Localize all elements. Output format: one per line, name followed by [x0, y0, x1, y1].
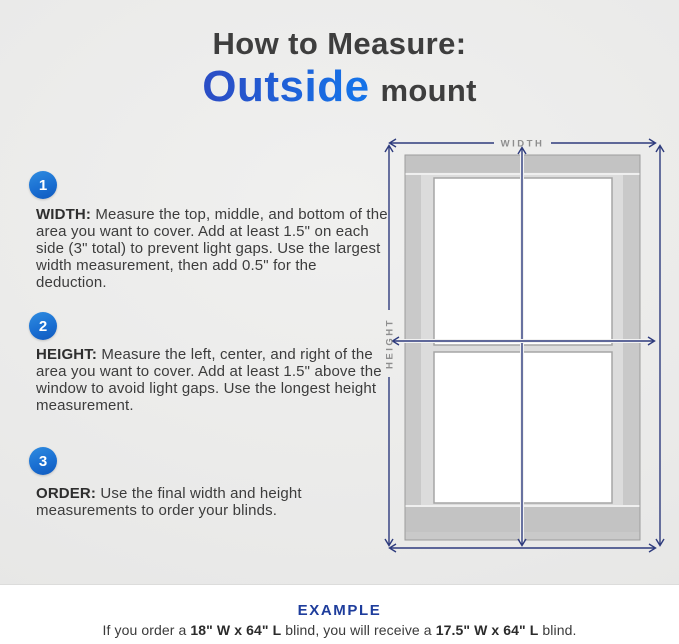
example-dimensions-received: 17.5" W x 64" L [435, 622, 539, 638]
example-dimensions-ordered: 18" W x 64" L [190, 622, 282, 638]
window-diagram [382, 128, 679, 562]
step-2-text [36, 346, 390, 414]
example-post: blind. [538, 622, 577, 638]
width-label: WIDTH [500, 138, 545, 150]
example-pre: If you order a [102, 622, 191, 638]
step-1-number: 1 [38, 176, 48, 194]
step-3-number: 3 [38, 452, 48, 470]
step-3-body: Use the final width and height measurements to order your blinds. [36, 485, 302, 519]
step-1-body: Measure the top, middle, and bottom of the area you want to cover. Add at least 1.5" on each side (3" total) to prevent light gaps. Use the largest width measurement, then add 0.5" for the deduction. [36, 206, 388, 291]
page-title [0, 28, 679, 110]
title-line2 [0, 61, 679, 111]
example-mid: blind, you will receive a [281, 622, 436, 638]
step-1-text [36, 206, 390, 291]
step-2-body: Measure the left, center, and right of the area you want to cover. Add at least 1.5" above the window to avoid light gaps. Use the longest height measurement. [36, 346, 382, 414]
step-2-badge [29, 312, 57, 340]
example-section [0, 585, 679, 644]
step-1-label: WIDTH: [36, 206, 92, 223]
step-3-label: ORDER: [36, 485, 97, 502]
step-2-number: 2 [38, 317, 48, 335]
title-line1: How to Measure: [212, 26, 467, 61]
height-label: HEIGHT [384, 318, 396, 369]
title-suffix: mount [380, 72, 477, 108]
title-highlight: Outside [202, 61, 370, 111]
example-text [0, 622, 679, 638]
step-1-badge [29, 171, 57, 199]
step-2-label: HEIGHT: [36, 346, 98, 363]
example-heading: EXAMPLE [297, 602, 382, 619]
step-3-text [36, 485, 390, 519]
step-3-badge [29, 447, 57, 475]
